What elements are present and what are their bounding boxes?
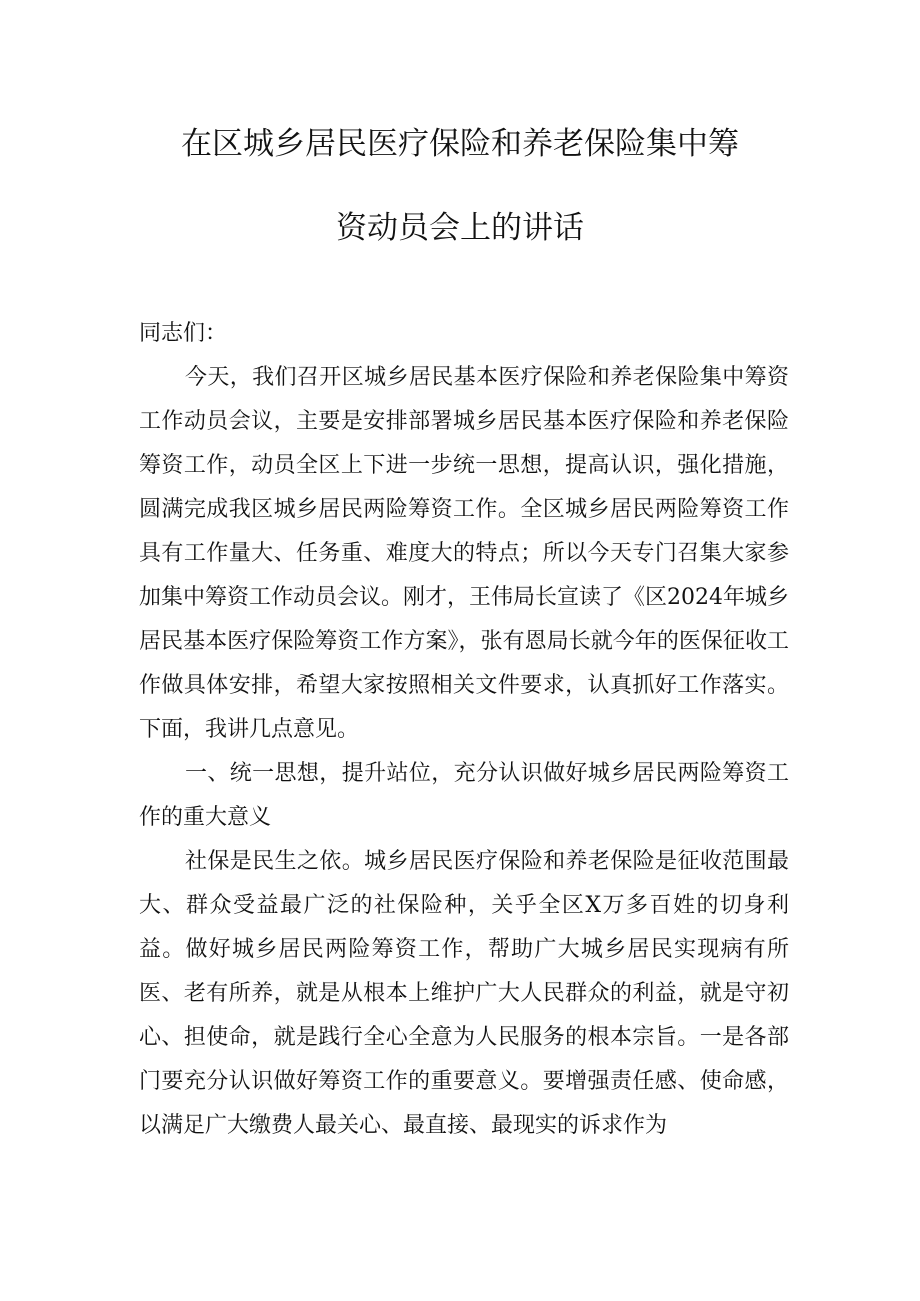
document-body bbox=[139, 312, 789, 1148]
section-heading-1: 一、统一思想，提升站位，充分认识做好城乡居民两险筹资工作的重大意义 bbox=[139, 761, 789, 830]
document-title-line-1: 在区城乡居民医疗保险和养老保险集中筹 bbox=[181, 126, 739, 162]
paragraph-opening: 今天，我们召开区城乡居民基本医疗保险和养老保险集中筹资工作动员会议，主要是安排部署城乡居民基本医疗保险和养老保险筹资工作，动员全区上下进一步统一思想，提高认识，强化措施，圆满完成我区城乡居民两险筹资工作。全区城乡居民两险筹资工作具有工作量大、任务重、难度大的特点；所以今天专门召集大家参加集中筹资工作动员会议。刚才，王伟局长宣读了《区2024年城乡居民基本医疗保险筹资工作方案》，张有恩局长就今年的医保征收工作做具体安排，希望大家按照相关文件要求，认真抓好工作落实。下面，我讲几点意见。 bbox=[139, 365, 789, 742]
salutation: 同志们： bbox=[139, 321, 228, 346]
document-title-line-2: 资动员会上的讲话 bbox=[336, 210, 584, 246]
paragraph-section-1: 社保是民生之依。城乡居民医疗保险和养老保险是征收范围最大、群众受益最广泛的社保险种，关乎全区X万多百姓的切身利益。做好城乡居民两险筹资工作，帮助广大城乡居民实现病有所医、老有所养，就是从根本上维护广大人民群众的利益，就是守初心、担使命，就是践行全心全意为人民服务的根本宗旨。一是各部门要充分认识做好筹资工作的重要意义。要增强责任感、使命感，以满足广大缴费人最关心、最直接、最现实的诉求作为 bbox=[139, 849, 789, 1138]
